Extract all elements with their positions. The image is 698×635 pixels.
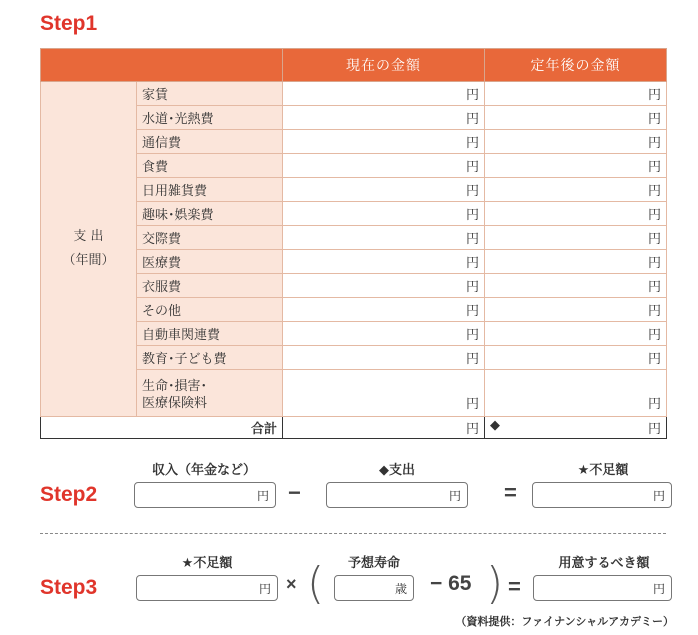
current-amount-cell[interactable] xyxy=(283,274,485,298)
unit-yen: 円 xyxy=(647,397,661,412)
row-item: 医療費 xyxy=(137,250,283,274)
shortfall-input[interactable] xyxy=(532,482,672,508)
unit-yen: 円 xyxy=(647,304,661,319)
after-retirement-amount-cell[interactable] xyxy=(485,370,667,417)
expense-label: ◆支出 xyxy=(379,463,415,478)
close-paren: ) xyxy=(486,558,504,609)
unit-yen: 円 xyxy=(465,352,479,367)
row-item: 趣味･娯楽費 xyxy=(137,202,283,226)
table-row xyxy=(41,82,667,106)
current-amount-cell[interactable] xyxy=(283,106,485,130)
unit-yen: 円 xyxy=(465,160,479,175)
unit-yen: 円 xyxy=(465,397,479,412)
shortfall-input-step3[interactable] xyxy=(136,575,278,601)
unit-yen: 円 xyxy=(465,304,479,319)
unit-yen: 円 xyxy=(652,489,665,503)
total-current-cell[interactable] xyxy=(283,417,485,439)
unit-yen: 円 xyxy=(647,232,661,247)
shortfall-label-step3: ★不足額 xyxy=(181,556,233,571)
unit-yen: 円 xyxy=(647,328,661,343)
minus-65: − 65 xyxy=(430,572,472,595)
after-retirement-amount-cell[interactable] xyxy=(485,178,667,202)
unit-yen: 円 xyxy=(465,88,479,103)
row-item: 日用雑貨費 xyxy=(137,178,283,202)
after-retirement-amount-cell[interactable] xyxy=(485,298,667,322)
current-amount-cell[interactable] xyxy=(283,226,485,250)
total-row xyxy=(41,417,667,439)
unit-yen: 円 xyxy=(465,232,479,247)
row-item: その他 xyxy=(137,298,283,322)
row-item: 教育･子ども費 xyxy=(137,346,283,370)
row-item: 水道･光熱費 xyxy=(137,106,283,130)
row-item: 自動車関連費 xyxy=(137,322,283,346)
current-amount-cell[interactable] xyxy=(283,130,485,154)
step1-label: Step1 xyxy=(40,12,98,35)
current-amount-cell[interactable] xyxy=(283,370,485,417)
income-label: 収入（年金など） xyxy=(151,463,256,478)
unit-yen: 円 xyxy=(465,280,479,295)
header-blank xyxy=(41,49,283,82)
needed-amount-label: 用意するべき額 xyxy=(558,556,650,571)
diamond-marker: ◆ xyxy=(490,418,500,433)
row-item: 家賃 xyxy=(137,82,283,106)
unit-yen: 円 xyxy=(647,208,661,223)
expense-table xyxy=(40,48,667,439)
unit-yen: 円 xyxy=(647,280,661,295)
unit-yen: 円 xyxy=(465,422,479,437)
current-amount-cell[interactable] xyxy=(283,250,485,274)
unit-yen: 円 xyxy=(465,256,479,271)
category-sublabel: （年間） xyxy=(62,253,115,268)
row-item-line1: 生命･損害･ xyxy=(142,379,208,394)
current-amount-cell[interactable] xyxy=(283,178,485,202)
expense-input[interactable] xyxy=(326,482,468,508)
current-amount-cell[interactable] xyxy=(283,346,485,370)
category-label: 支 出 xyxy=(73,229,104,244)
after-retirement-amount-cell[interactable] xyxy=(485,82,667,106)
after-retirement-amount-cell[interactable] xyxy=(485,106,667,130)
row-item: 衣服費 xyxy=(137,274,283,298)
minus-sign: − xyxy=(288,480,301,505)
unit-yen: 円 xyxy=(465,112,479,127)
after-retirement-amount-cell[interactable] xyxy=(485,274,667,298)
row-item-insurance xyxy=(137,370,283,417)
life-expectancy-label: 予想寿命 xyxy=(347,556,400,571)
step2-label: Step2 xyxy=(40,483,98,506)
unit-yen: 円 xyxy=(256,489,269,503)
total-label: 合計 xyxy=(41,417,283,439)
unit-yen: 円 xyxy=(465,184,479,199)
row-item: 食費 xyxy=(137,154,283,178)
unit-age: 歳 xyxy=(394,582,407,596)
unit-yen: 円 xyxy=(647,136,661,151)
after-retirement-amount-cell[interactable] xyxy=(485,346,667,370)
unit-yen: 円 xyxy=(465,208,479,223)
header-after-retirement-amount: 定年後の金額 xyxy=(485,49,667,82)
equals-sign: = xyxy=(504,480,517,505)
unit-yen: 円 xyxy=(652,582,665,596)
unit-yen: 円 xyxy=(647,422,661,437)
unit-yen: 円 xyxy=(258,582,271,596)
after-retirement-amount-cell[interactable] xyxy=(485,202,667,226)
after-retirement-amount-cell[interactable] xyxy=(485,154,667,178)
header-current-amount: 現在の金額 xyxy=(283,49,485,82)
unit-yen: 円 xyxy=(465,328,479,343)
times-sign: × xyxy=(286,574,297,594)
step3-label: Step3 xyxy=(40,576,98,599)
total-after-retirement-cell[interactable] xyxy=(485,417,667,439)
shortfall-label: ★不足額 xyxy=(577,463,629,478)
unit-yen: 円 xyxy=(647,184,661,199)
row-item: 通信費 xyxy=(137,130,283,154)
income-input[interactable] xyxy=(134,482,276,508)
table-header-row xyxy=(41,49,667,82)
unit-yen: 円 xyxy=(647,88,661,103)
unit-yen: 円 xyxy=(647,256,661,271)
after-retirement-amount-cell[interactable] xyxy=(485,226,667,250)
unit-yen: 円 xyxy=(647,352,661,367)
unit-yen: 円 xyxy=(448,489,461,503)
dashed-divider xyxy=(40,533,666,534)
equals-sign-step3: = xyxy=(508,574,521,599)
open-paren: ( xyxy=(307,558,325,609)
current-amount-cell[interactable] xyxy=(283,202,485,226)
row-item: 交際費 xyxy=(137,226,283,250)
after-retirement-amount-cell[interactable] xyxy=(485,322,667,346)
source-credit: （資料提供：ファイナンシャルアカデミー） xyxy=(455,615,674,628)
current-amount-cell[interactable] xyxy=(283,82,485,106)
after-retirement-amount-cell[interactable] xyxy=(485,250,667,274)
current-amount-cell[interactable] xyxy=(283,322,485,346)
life-expectancy-input[interactable] xyxy=(334,575,414,601)
unit-yen: 円 xyxy=(647,112,661,127)
unit-yen: 円 xyxy=(647,160,661,175)
unit-yen: 円 xyxy=(465,136,479,151)
needed-amount-input[interactable] xyxy=(533,575,672,601)
row-item-line2: 医療保険料 xyxy=(142,396,208,411)
current-amount-cell[interactable] xyxy=(283,154,485,178)
expense-category-cell xyxy=(41,82,137,417)
current-amount-cell[interactable] xyxy=(283,298,485,322)
after-retirement-amount-cell[interactable] xyxy=(485,130,667,154)
